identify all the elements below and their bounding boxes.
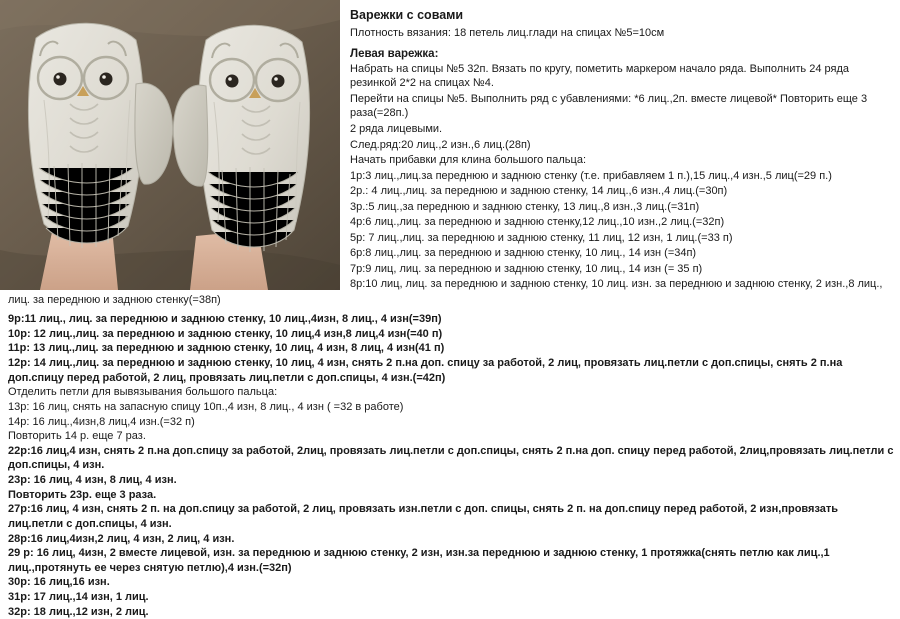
row-instruction: 14р: 16 лиц.,4изн,8 лиц,4 изн.(=32 п) xyxy=(8,415,195,428)
row-instruction: 3р.:5 лиц.,за переднюю и заднюю стенку, 13 лиц.,8 изн.,3 лиц.(=31п) xyxy=(350,200,700,213)
page-title: Варежки с совами xyxy=(350,8,464,22)
intro-line: След.ряд:20 лиц.,2 изн.,6 лиц.(28п) xyxy=(350,138,531,151)
row-instruction: 29 р: 16 лиц, 4изн, 2 вместе лицевой, изн. за переднюю и заднюю стенку, 2 изн, изн.за переднюю и заднюю стенку, 1 протяжка(снять петлю как лиц.,1 лиц.,протянуть ее через снятую петлю),4 изн.(=32п) xyxy=(8,547,830,574)
row-instruction: 23р: 16 лиц, 4 изн, 8 лиц, 4 изн. xyxy=(8,474,177,487)
row-instruction-continued: лиц. за переднюю и заднюю стенку(=38п) xyxy=(8,293,221,306)
section-heading-left-mitten: Левая варежка: xyxy=(350,47,439,60)
row-instruction: 5р: 7 лиц.,лиц. за переднюю и заднюю стенку, 11 лиц, 12 изн, 1 лиц.(=33 п) xyxy=(350,231,733,244)
repeat-note: Повторить 23р. еще 3 раза. xyxy=(8,488,157,501)
density-note: Плотность вязания: 18 петель лиц.глади на спицах №5=10см xyxy=(350,26,665,39)
intro-line: Набрать на спицы №5 32п. Вязать по кругу, пометить маркером начало ряда. Выполнить 24 ряда резинкой 2*2 на спицах №4. xyxy=(350,62,849,90)
row-instruction: 22р:16 лиц,4 изн, снять 2 п.на доп.спицу за работой, 2лиц, провязать лиц.петли с доп.спицы, снять 2 п.на доп. спицу перед работой, 2лиц,провязать лиц.петли с доп.спицы, 4 изн. xyxy=(8,444,894,472)
intro-line: Начать прибавки для клина большого пальца: xyxy=(350,154,587,167)
row-instruction: 11р: 13 лиц.,лиц. за переднюю и заднюю стенку, 10 лиц, 4 изн, 8 лиц, 4 изн(41 п) xyxy=(8,342,445,355)
row-instruction: 12р: 14 лиц.,лиц. за переднюю и заднюю стенку, 10 лиц, 4 изн, снять 2 п.на доп. спицу за работой, 2 лиц, провязать лиц.петли с доп.спицы, снять 2 п.на доп.спицу перед работой, 2 лиц, провязать лиц.петли с доп.спицы, 4 изн.(=42п) xyxy=(8,357,843,384)
row-instruction: 8р:10 лиц, лиц. за переднюю и заднюю стенку, 10 лиц. изн. за переднюю и заднюю стенку, 2 изн.,8 лиц., xyxy=(350,278,883,291)
intro-line: 2 ряда лицевыми. xyxy=(350,122,443,135)
row-instruction: 1р:3 лиц.,лиц.за переднюю и заднюю стенку (т.е. прибавляем 1 п.),15 лиц.,4 изн.,5 лиц(=29 п.) xyxy=(350,169,832,182)
row-instruction: 7р:9 лиц, лиц. за переднюю и заднюю стенку, 10 лиц., 14 изн (= 35 п) xyxy=(350,262,703,275)
row-instruction: 28р:16 лиц,4изн,2 лиц, 4 изн, 2 лиц, 4 изн. xyxy=(8,532,235,545)
row-instruction: 30р: 16 лиц,16 изн. xyxy=(8,576,110,589)
row-instruction: 4р:6 лиц.,лиц. за переднюю и заднюю стенку,12 лиц.,10 изн.,2 лиц.(=32п) xyxy=(350,216,725,229)
row-instruction: 32р: 18 лиц.,12 изн, 2 лиц. xyxy=(8,605,149,618)
row-instruction: 13р: 16 лиц, снять на запасную спицу 10п.,4 изн, 8 лиц., 4 изн ( =32 в работе) xyxy=(8,400,404,413)
instructions-body xyxy=(0,293,900,619)
repeat-note: Повторить 14 р. еще 7 раз. xyxy=(8,430,146,443)
row-instruction: 31р: 17 лиц.,14 изн, 1 лиц. xyxy=(8,591,149,604)
row-instruction: 10р: 12 лиц.,лиц. за переднюю и заднюю стенку, 10 лиц,4 изн,8 лиц,4 изн(=40 п) xyxy=(8,327,443,340)
top-section xyxy=(0,0,900,293)
row-instruction: 27р:16 лиц, 4 изн, снять 2 п. на доп.спицу за работой, 2 лиц, провязать изн.петли с доп. спицы, снять 2 п. на доп.спицу перед работой, 2 изн,провязать лиц.петли с доп.спицы, 4 изн. xyxy=(8,503,839,530)
thumb-separation-note: Отделить петли для вывязывания большого пальца: xyxy=(8,386,278,399)
mittens-photo-graphic xyxy=(0,0,340,290)
row-instruction: 6р:8 лиц.,лиц. за переднюю и заднюю стенку, 10 лиц., 14 изн (=34п) xyxy=(350,247,697,260)
intro-line: Перейти на спицы №5. Выполнить ряд с убавлениями: *6 лиц.,2п. вместе лицевой* Повторить еще 3 раза(=28п.) xyxy=(350,92,868,120)
mittens-photo xyxy=(0,0,340,290)
row-instruction: 9р:11 лиц., лиц. за переднюю и заднюю стенку, 10 лиц.,4изн, 8 лиц., 4 изн(=39п) xyxy=(8,313,442,326)
row-instruction: 2р.: 4 лиц.,лиц. за переднюю и заднюю стенку, 14 лиц.,6 изн.,4 лиц.(=30п) xyxy=(350,185,728,198)
top-text-column xyxy=(340,0,900,293)
